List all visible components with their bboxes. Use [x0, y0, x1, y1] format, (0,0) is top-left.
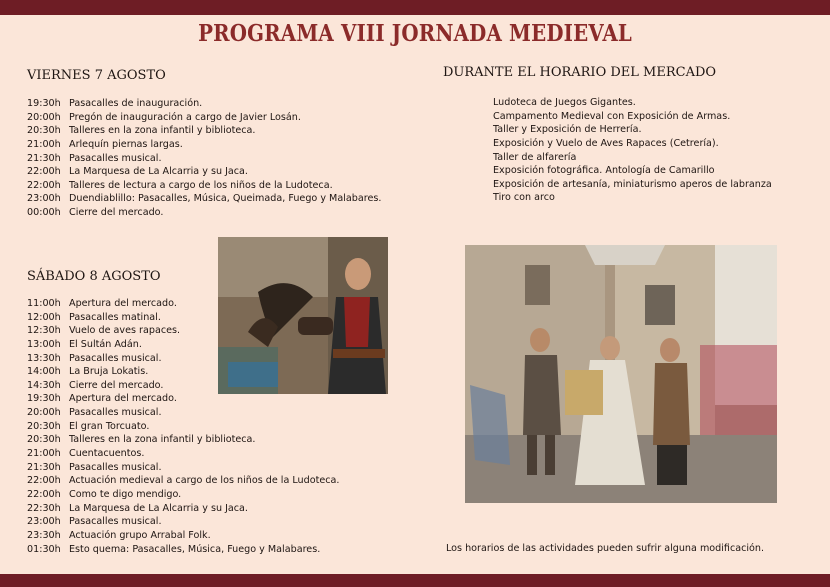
event-description: Actuación medieval a cargo de los niños de la Ludoteca. — [69, 475, 340, 487]
event-description: La Bruja Lokatis. — [69, 366, 149, 378]
event-time: 20:30h — [27, 420, 61, 432]
event-time: 19:30h — [27, 98, 61, 109]
event-time: 21:00h — [27, 448, 61, 460]
schedule-row — [27, 179, 381, 193]
event-time: 20:00h — [27, 111, 61, 123]
event-time: 22:00h — [27, 179, 61, 191]
event-time: 22:00h — [27, 475, 61, 487]
schedule-row — [27, 111, 381, 125]
schedule-row — [27, 138, 381, 152]
event-description: Pasacalles musical. — [69, 152, 162, 164]
event-time: 21:30h — [27, 152, 61, 164]
schedule-row — [27, 206, 381, 220]
event-time: 14:30h — [27, 379, 61, 391]
schedule-note: Los horarios de las actividades pueden sufrir alguna modificación. — [446, 543, 765, 554]
market-item: Ludoteca de Juegos Gigantes. — [493, 97, 636, 108]
schedule-row — [27, 461, 339, 475]
market-activities — [493, 96, 772, 205]
event-time: 13:00h — [27, 338, 61, 350]
market-item: Taller y Exposición de Herrería. — [493, 124, 642, 136]
event-description: Pasacalles musical. — [69, 461, 162, 473]
falconer-photo — [218, 237, 388, 394]
saturday-heading: SÁBADO 8 AGOSTO — [27, 269, 161, 284]
market-item: Exposición y Vuelo de Aves Rapaces (Cetrería). — [493, 137, 719, 149]
event-time: 22:00h — [27, 488, 61, 500]
event-description: Pasacalles musical. — [69, 352, 162, 364]
event-time: 20:30h — [27, 434, 61, 446]
page-title: PROGRAMA VIII JORNADA MEDIEVAL — [198, 20, 632, 47]
event-description: El gran Torcuato. — [69, 420, 150, 432]
schedule-row — [27, 433, 339, 447]
event-description: Talleres en la zona infantil y biblioteca. — [69, 125, 256, 137]
friday-schedule — [27, 97, 381, 220]
event-description: Vuelo de aves rapaces. — [69, 325, 181, 337]
market-heading: DURANTE EL HORARIO DEL MERCADO — [443, 65, 717, 80]
schedule-row — [27, 529, 339, 543]
friday-heading: VIERNES 7 AGOSTO — [27, 68, 166, 83]
event-time: 19:30h — [27, 393, 61, 405]
event-time: 23:00h — [27, 516, 61, 528]
schedule-row — [27, 165, 381, 179]
market-item: Exposición fotográfica. Antología de Camarillo — [493, 165, 715, 177]
event-description: Pasacalles matinal. — [69, 311, 161, 323]
event-description: La Marquesa de La Alcarria y su Jaca. — [69, 166, 248, 178]
market-item: Campamento Medieval con Exposición de Armas. — [493, 110, 731, 122]
schedule-row — [27, 543, 339, 557]
event-description: Como te digo mendigo. — [69, 488, 182, 500]
event-description: El Sultán Adán. — [69, 338, 142, 350]
event-time: 23:30h — [27, 529, 61, 541]
event-description: Apertura del mercado. — [69, 393, 177, 405]
event-description: Pasacalles musical. — [69, 516, 162, 528]
event-time: 22:30h — [27, 502, 61, 514]
event-time: 12:00h — [27, 311, 61, 323]
event-description: Pasacalles de inauguración. — [69, 98, 203, 109]
event-time: 00:00h — [27, 207, 61, 219]
schedule-row — [27, 392, 339, 406]
event-time: 20:00h — [27, 407, 61, 419]
schedule-row — [27, 192, 381, 206]
event-time: 21:30h — [27, 461, 61, 473]
schedule-row — [27, 97, 381, 111]
schedule-row — [27, 474, 339, 488]
top-band — [0, 0, 830, 15]
event-description: Cuentacuentos. — [69, 448, 145, 460]
market-item: Tiro con arco — [493, 192, 555, 204]
event-time: 13:30h — [27, 352, 61, 364]
market-item: Exposición de artesanía, miniaturismo aperos de labranza — [493, 178, 772, 190]
event-description: Duendiablillo: Pasacalles, Música, Queimada, Fuego y Malabares. — [69, 193, 382, 205]
event-time: 20:30h — [27, 125, 61, 137]
event-time: 21:00h — [27, 138, 61, 150]
schedule-row — [27, 447, 339, 461]
event-description: Arlequín piernas largas. — [69, 138, 183, 150]
schedule-row — [27, 406, 339, 420]
event-time: 12:30h — [27, 325, 61, 337]
schedule-row — [27, 515, 339, 529]
market-item: Taller de alfarería — [493, 151, 577, 163]
event-description: Talleres en la zona infantil y biblioteca. — [69, 434, 256, 446]
event-time: 22:00h — [27, 166, 61, 178]
schedule-row — [27, 152, 381, 166]
schedule-row — [27, 488, 339, 502]
schedule-row — [27, 124, 381, 138]
street-parade-photo — [465, 245, 777, 503]
event-description: Apertura del mercado. — [69, 298, 177, 309]
event-time: 01:30h — [27, 543, 61, 555]
event-time: 23:00h — [27, 193, 61, 205]
event-description: Talleres de lectura a cargo de los niños de la Ludoteca. — [69, 179, 333, 191]
event-description: Cierre del mercado. — [69, 207, 164, 219]
bottom-band — [0, 574, 830, 587]
event-description: Esto quema: Pasacalles, Música, Fuego y Malabares. — [69, 543, 321, 555]
event-description: Pasacalles musical. — [69, 407, 162, 419]
event-description: La Marquesa de La Alcarria y su Jaca. — [69, 502, 248, 514]
event-description: Pregón de inauguración a cargo de Javier Losán. — [69, 111, 301, 123]
event-description: Actuación grupo Arrabal Folk. — [69, 529, 211, 541]
schedule-row — [27, 420, 339, 434]
schedule-row — [27, 502, 339, 516]
event-description: Cierre del mercado. — [69, 379, 164, 391]
event-time: 11:00h — [27, 298, 61, 309]
event-time: 14:00h — [27, 366, 61, 378]
